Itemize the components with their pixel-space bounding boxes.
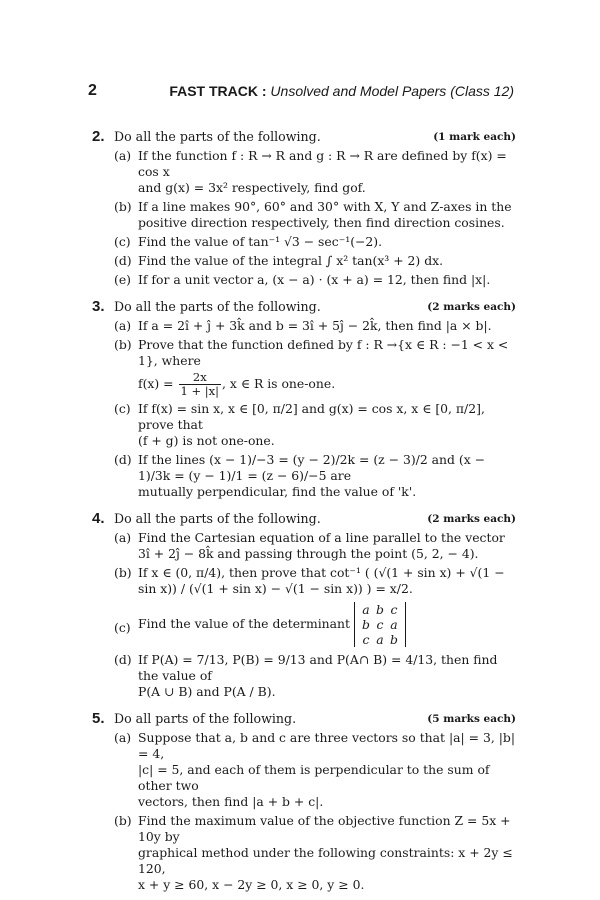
part-text: graphical method under the following constraints: x + 2y ≤ 120, <box>138 845 513 876</box>
matrix-entry: b <box>389 632 398 647</box>
part-label: (e) <box>114 272 132 287</box>
matrix-entry: a <box>376 632 384 647</box>
part-text: , x ∈ R is one-one. <box>222 376 336 391</box>
part-b <box>92 565 516 597</box>
question-number: 2. <box>92 128 105 145</box>
question-3 <box>92 298 516 500</box>
part-a <box>92 318 516 334</box>
book-title <box>169 83 514 99</box>
part-text: If a line makes 90°, 60° and 30° with X, Y and Z-axes in the <box>138 199 512 214</box>
denominator: 1 + |x| <box>180 384 220 398</box>
part-label: (c) <box>114 234 131 249</box>
part-text: If for a unit vector a, (x − a) · (x + a) = 12, then find |x|. <box>138 272 491 287</box>
part-text: Find the maximum value of the objective function Z = 5x + 10y by <box>138 813 511 844</box>
part-label: (b) <box>114 813 132 828</box>
part-a <box>92 730 516 810</box>
part-e <box>92 272 516 288</box>
matrix-entry: c <box>390 602 398 617</box>
part-text: Suppose that a, b and c are three vectors so that |a| = 3, |b| = 4, <box>138 730 515 761</box>
question-instruction: Do all parts of the following. <box>114 711 297 726</box>
part-label: (d) <box>114 452 132 467</box>
part-text: positive direction respectively, then find direction cosines. <box>138 215 505 230</box>
part-label: (a) <box>114 530 132 545</box>
part-label: (a) <box>114 730 132 745</box>
matrix-entry: c <box>376 617 384 632</box>
part-a <box>92 148 516 196</box>
part-c <box>92 401 516 449</box>
part-text: Find the value of the integral ∫ x² tan(x³ + 2) dx. <box>138 253 444 268</box>
part-text: P(A ∪ B) and P(A / B). <box>138 684 276 699</box>
question-number: 5. <box>92 710 105 727</box>
part-b <box>92 199 516 231</box>
part-c <box>92 600 516 649</box>
marks-label: (2 marks each) <box>427 513 516 525</box>
part-text: If a = 2î + ĵ + 3k̂ and b = 3î + 5ĵ − 2k̂, then find |a × b|. <box>138 318 492 333</box>
part-text: Find the Cartesian equation of a line parallel to the vector <box>138 530 505 545</box>
part-c <box>92 234 516 250</box>
part-label: (b) <box>114 337 132 352</box>
question-instruction: Do all the parts of the following. <box>114 129 321 144</box>
part-text: Find the value of the determinant <box>138 616 350 631</box>
part-text: Find the value of tan⁻¹ √3 − sec⁻¹(−2). <box>138 234 383 249</box>
part-text: vectors, then find |a + b + c|. <box>138 794 324 809</box>
part-label: (a) <box>114 318 132 333</box>
question-2 <box>92 128 516 288</box>
part-text: If P(A) = 7/13, P(B) = 9/13 and P(A∩ B) = 4/13, then find the value of <box>138 652 498 683</box>
part-text: 3î + 2ĵ − 8k̂ and passing through the point (5, 2, − 4). <box>138 546 479 561</box>
question-number: 3. <box>92 298 105 315</box>
part-label: (d) <box>114 253 132 268</box>
book-title-series: FAST TRACK : <box>169 83 267 99</box>
part-label: (c) <box>114 620 131 635</box>
part-label: (b) <box>114 565 132 580</box>
matrix-entry: b <box>361 617 370 632</box>
determinant <box>354 602 406 647</box>
matrix-entry: c <box>362 632 370 647</box>
part-text: If the function f : R → R and g : R → R are defined by f(x) = cos x <box>138 148 507 179</box>
marks-label: (2 marks each) <box>427 301 516 313</box>
question-5 <box>92 710 516 893</box>
part-text: If f(x) = sin x, x ∈ [0, π/2] and g(x) = cos x, x ∈ [0, π/2], prove that <box>138 401 485 432</box>
book-title-subtitle: Unsolved and Model Papers (Class 12) <box>270 83 514 99</box>
page-number: 2 <box>88 82 97 99</box>
part-text: x + y ≥ 60, x − 2y ≥ 0, x ≥ 0, y ≥ 0. <box>138 877 365 892</box>
part-text: |c| = 5, and each of them is perpendicular to the sum of other two <box>138 762 490 793</box>
part-text: If x ∈ (0, π/4), then prove that cot⁻¹ ( (√(1 + sin x) + √(1 − sin x)) / (√(1 + sin x) − √(1 − sin x)) ) = x/2. <box>138 565 505 596</box>
part-label: (c) <box>114 401 131 416</box>
part-label: (b) <box>114 199 132 214</box>
part-b <box>92 813 516 893</box>
part-text: and g(x) = 3x² respectively, find gof. <box>138 180 366 195</box>
marks-label: (1 mark each) <box>433 131 516 143</box>
part-label: (d) <box>114 652 132 667</box>
part-text: (f + g) is not one-one. <box>138 433 275 448</box>
page-header <box>88 82 514 104</box>
marks-label: (5 marks each) <box>427 713 516 725</box>
question-instruction: Do all the parts of the following. <box>114 299 321 314</box>
part-text: Prove that the function defined by f : R →{x ∈ R : −1 < x < 1}, where <box>138 337 509 368</box>
part-a <box>92 530 516 562</box>
question-instruction: Do all the parts of the following. <box>114 511 321 526</box>
question-list <box>92 128 516 897</box>
matrix-entry: a <box>390 617 398 632</box>
part-d <box>92 452 516 500</box>
part-label: (a) <box>114 148 132 163</box>
question-number: 4. <box>92 510 105 527</box>
matrix-entry: a <box>362 602 370 617</box>
part-text: mutually perpendicular, find the value of 'k'. <box>138 484 417 499</box>
part-d <box>92 652 516 700</box>
question-4 <box>92 510 516 700</box>
function-definition: f(x) = <box>138 376 174 391</box>
numerator: 2x <box>179 371 222 385</box>
part-b <box>92 337 516 398</box>
part-text: If the lines (x − 1)/−3 = (y − 2)/2k = (z − 3)/2 and (x − 1)/3k = (y − 1)/1 = (z − 6)/−5 are <box>138 452 486 483</box>
part-d <box>92 253 516 269</box>
matrix-entry: b <box>375 602 384 617</box>
fraction <box>179 371 222 398</box>
